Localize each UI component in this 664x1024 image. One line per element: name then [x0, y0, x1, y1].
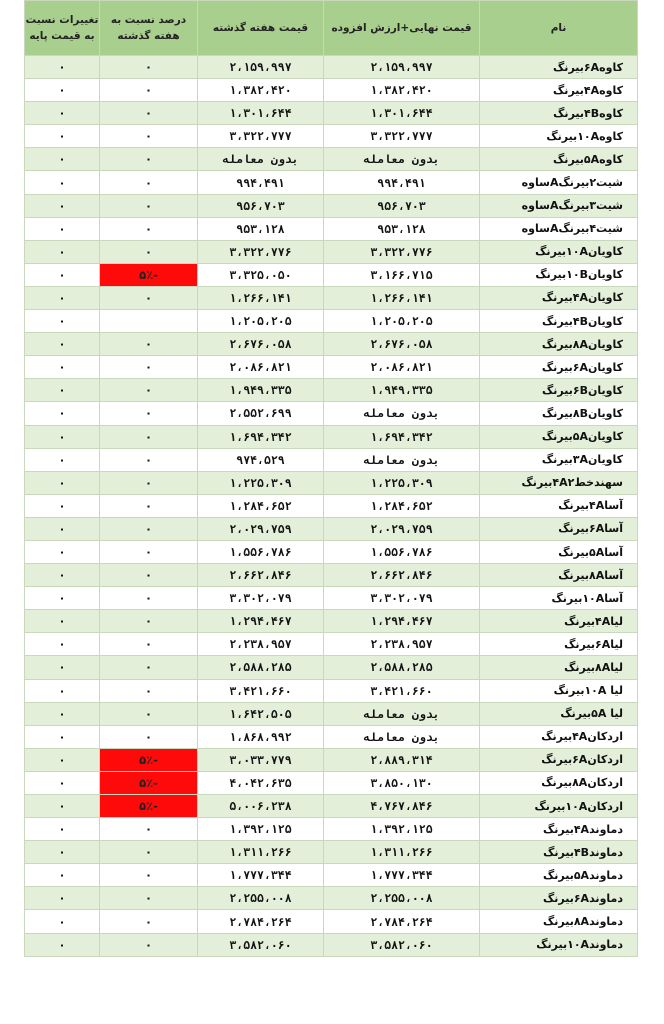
row-last-week-price-cell: ۱،۶۹۴،۳۴۲	[198, 425, 324, 448]
row-pct-change-cell: ۰	[100, 125, 198, 148]
row-base-change-cell: ۰	[25, 656, 100, 679]
row-final-price-cell: ۹۵۶،۷۰۳	[324, 194, 480, 217]
row-base-change-cell: ۰	[25, 540, 100, 563]
row-name-cell: کاوه۵Aبیرنگ	[480, 148, 638, 171]
row-base-change-cell: ۰	[25, 56, 100, 79]
row-base-change-cell: ۰	[25, 79, 100, 102]
row-final-price-cell: ۲،۰۸۶،۸۲۱	[324, 356, 480, 379]
row-pct-change-cell: ۰	[100, 217, 198, 240]
row-base-change-cell: ۰	[25, 356, 100, 379]
row-name-cell: دماوند۱۰Aبیرنگ	[480, 933, 638, 956]
row-base-change-cell: ۰	[25, 587, 100, 610]
row-pct-change-cell: ۰	[100, 56, 198, 79]
row-name-cell: کاویان۶Bبیرنگ	[480, 379, 638, 402]
table-row	[25, 933, 638, 956]
row-pct-change-cell: ۰	[100, 864, 198, 887]
table-row	[25, 864, 638, 887]
row-name-cell: لیا۶Aبیرنگ	[480, 633, 638, 656]
row-last-week-price-cell: ۲،۰۲۹،۷۵۹	[198, 517, 324, 540]
table-row	[25, 56, 638, 79]
row-name-cell: کاویان۸Bبیرنگ	[480, 402, 638, 425]
table-row	[25, 148, 638, 171]
row-final-price-cell: ۱،۳۱۱،۲۶۶	[324, 841, 480, 864]
row-base-change-cell: ۰	[25, 125, 100, 148]
row-pct-change-cell: ۰	[100, 887, 198, 910]
row-last-week-price-cell: ۱،۲۸۴،۶۵۲	[198, 494, 324, 517]
row-pct-change-cell: ۰	[100, 725, 198, 748]
row-final-price-cell: ۳،۴۲۱،۶۶۰	[324, 679, 480, 702]
table-row	[25, 79, 638, 102]
row-base-change-cell: ۰	[25, 841, 100, 864]
row-name-cell: لیا ۱۰Aبیرنگ	[480, 679, 638, 702]
row-final-price-cell: ۲،۰۲۹،۷۵۹	[324, 517, 480, 540]
row-name-cell: کاویان۳Aبیرنگ	[480, 448, 638, 471]
row-pct-change-cell: -۵٪	[100, 263, 198, 286]
row-last-week-price-cell: ۱،۳۰۱،۶۴۴	[198, 102, 324, 125]
row-final-price-cell: ۴،۷۶۷،۸۴۶	[324, 795, 480, 818]
table-row	[25, 379, 638, 402]
row-last-week-price-cell: ۲،۱۵۹،۹۹۷	[198, 56, 324, 79]
header-final-price: قیمت نهایی+ارزش افزوده	[324, 1, 480, 56]
row-name-cell: شیت۴بیرنگAساوه	[480, 217, 638, 240]
row-last-week-price-cell: ۲،۲۳۸،۹۵۷	[198, 633, 324, 656]
row-base-change-cell: ۰	[25, 864, 100, 887]
row-final-price-cell: ۲،۱۵۹،۹۹۷	[324, 56, 480, 79]
table-row	[25, 841, 638, 864]
row-pct-change-cell: ۰	[100, 656, 198, 679]
row-final-price-cell: بدون معامله	[324, 402, 480, 425]
table-row	[25, 494, 638, 517]
row-pct-change-cell: ۰	[100, 818, 198, 841]
row-pct-change-cell: ۰	[100, 194, 198, 217]
row-last-week-price-cell: ۳،۵۸۲،۰۶۰	[198, 933, 324, 956]
row-last-week-price-cell: ۳،۳۰۲،۰۷۹	[198, 587, 324, 610]
row-final-price-cell: ۱،۲۲۵،۳۰۹	[324, 471, 480, 494]
row-pct-change-cell: ۰	[100, 102, 198, 125]
row-name-cell: آسا۴Aبیرنگ	[480, 494, 638, 517]
row-final-price-cell: ۱،۲۸۴،۶۵۲	[324, 494, 480, 517]
row-final-price-cell: ۲،۶۶۲،۸۴۶	[324, 564, 480, 587]
table-row	[25, 171, 638, 194]
row-pct-change-cell: ۰	[100, 148, 198, 171]
row-final-price-cell: ۳،۱۶۶،۷۱۵	[324, 263, 480, 286]
header-base-change: تغییرات نسبت به قیمت پایه	[25, 1, 100, 56]
row-final-price-cell: بدون معامله	[324, 148, 480, 171]
row-final-price-cell: ۲،۵۸۸،۲۸۵	[324, 656, 480, 679]
row-final-price-cell: ۱،۵۵۶،۷۸۶	[324, 540, 480, 563]
row-base-change-cell: ۰	[25, 194, 100, 217]
row-last-week-price-cell: ۱،۹۴۹،۳۳۵	[198, 379, 324, 402]
row-final-price-cell: ۳،۸۵۰،۱۳۰	[324, 771, 480, 794]
row-last-week-price-cell: ۱،۳۹۲،۱۲۵	[198, 818, 324, 841]
row-pct-change-cell: ۰	[100, 633, 198, 656]
row-name-cell: آسا۱۰Aبیرنگ	[480, 587, 638, 610]
row-name-cell: کاوه۴Aبیرنگ	[480, 79, 638, 102]
row-name-cell: اردکان۶Aبیرنگ	[480, 748, 638, 771]
row-base-change-cell: ۰	[25, 425, 100, 448]
table-row	[25, 702, 638, 725]
row-pct-change-cell	[100, 310, 198, 333]
row-pct-change-cell: ۰	[100, 425, 198, 448]
row-final-price-cell: ۲،۷۸۴،۲۶۴	[324, 910, 480, 933]
row-name-cell: کاوه۴Bبیرنگ	[480, 102, 638, 125]
row-base-change-cell: ۰	[25, 795, 100, 818]
row-last-week-price-cell: ۲،۵۵۲،۶۹۹	[198, 402, 324, 425]
table-row	[25, 286, 638, 309]
row-pct-change-cell: ۰	[100, 471, 198, 494]
row-base-change-cell: ۰	[25, 402, 100, 425]
row-base-change-cell: ۰	[25, 102, 100, 125]
row-last-week-price-cell: ۱،۸۶۸،۹۹۲	[198, 725, 324, 748]
row-last-week-price-cell: ۳،۳۲۲،۷۷۶	[198, 240, 324, 263]
table-row	[25, 725, 638, 748]
table-row	[25, 540, 638, 563]
row-final-price-cell: ۱،۷۷۷،۳۴۴	[324, 864, 480, 887]
row-final-price-cell: ۲،۸۸۹،۳۱۴	[324, 748, 480, 771]
row-last-week-price-cell: ۱،۲۹۴،۴۶۷	[198, 610, 324, 633]
table-row	[25, 887, 638, 910]
row-name-cell: کاویان۸Aبیرنگ	[480, 333, 638, 356]
row-final-price-cell: ۳،۵۸۲،۰۶۰	[324, 933, 480, 956]
row-pct-change-cell: ۰	[100, 379, 198, 402]
row-base-change-cell: ۰	[25, 333, 100, 356]
row-name-cell: کاویان۱۰Aبیرنگ	[480, 240, 638, 263]
row-pct-change-cell: -۵٪	[100, 795, 198, 818]
table-row	[25, 448, 638, 471]
row-name-cell: آسا۶Aبیرنگ	[480, 517, 638, 540]
row-final-price-cell: ۲،۲۳۸،۹۵۷	[324, 633, 480, 656]
table-row	[25, 771, 638, 794]
row-last-week-price-cell: ۲،۶۶۲،۸۴۶	[198, 564, 324, 587]
row-pct-change-cell: ۰	[100, 587, 198, 610]
row-final-price-cell: ۱،۲۹۴،۴۶۷	[324, 610, 480, 633]
table-row	[25, 102, 638, 125]
row-pct-change-cell: ۰	[100, 841, 198, 864]
row-base-change-cell: ۰	[25, 771, 100, 794]
row-final-price-cell: ۲،۲۵۵،۰۰۸	[324, 887, 480, 910]
table-row	[25, 656, 638, 679]
row-base-change-cell: ۰	[25, 379, 100, 402]
row-last-week-price-cell: ۲،۷۸۴،۲۶۴	[198, 910, 324, 933]
table-row	[25, 795, 638, 818]
table-row	[25, 333, 638, 356]
row-name-cell: کاویان۵Aبیرنگ	[480, 425, 638, 448]
table-row	[25, 217, 638, 240]
row-base-change-cell: ۰	[25, 633, 100, 656]
row-pct-change-cell: -۵٪	[100, 748, 198, 771]
row-last-week-price-cell: ۳،۰۳۳،۷۷۹	[198, 748, 324, 771]
row-name-cell: آسا۵Aبیرنگ	[480, 540, 638, 563]
row-final-price-cell: ۱،۳۸۲،۴۲۰	[324, 79, 480, 102]
header-last-week-price: قیمت هفته گذشته	[198, 1, 324, 56]
table-row	[25, 240, 638, 263]
row-name-cell: دماوند۵Aبیرنگ	[480, 864, 638, 887]
table-row	[25, 356, 638, 379]
price-table	[24, 0, 638, 957]
row-base-change-cell: ۰	[25, 494, 100, 517]
row-last-week-price-cell: ۳،۴۲۱،۶۶۰	[198, 679, 324, 702]
row-pct-change-cell: ۰	[100, 448, 198, 471]
row-final-price-cell: ۹۹۴،۴۹۱	[324, 171, 480, 194]
row-base-change-cell: ۰	[25, 679, 100, 702]
row-base-change-cell: ۰	[25, 448, 100, 471]
row-final-price-cell: بدون معامله	[324, 702, 480, 725]
row-name-cell: دماوند۴Aبیرنگ	[480, 818, 638, 841]
row-last-week-price-cell: ۲،۵۸۸،۲۸۵	[198, 656, 324, 679]
row-final-price-cell: ۳،۳۰۲،۰۷۹	[324, 587, 480, 610]
row-pct-change-cell: -۵٪	[100, 771, 198, 794]
row-pct-change-cell: ۰	[100, 286, 198, 309]
row-pct-change-cell: ۰	[100, 540, 198, 563]
table-row	[25, 587, 638, 610]
row-final-price-cell: ۱،۳۹۲،۱۲۵	[324, 818, 480, 841]
row-base-change-cell: ۰	[25, 240, 100, 263]
row-pct-change-cell: ۰	[100, 564, 198, 587]
row-base-change-cell: ۰	[25, 263, 100, 286]
row-last-week-price-cell: ۹۷۴،۵۲۹	[198, 448, 324, 471]
row-name-cell: آسا۸Aبیرنگ	[480, 564, 638, 587]
row-name-cell: دماوند۴Bبیرنگ	[480, 841, 638, 864]
row-name-cell: کاویان۴Aبیرنگ	[480, 286, 638, 309]
row-last-week-price-cell: ۱،۶۴۲،۵۰۵	[198, 702, 324, 725]
row-last-week-price-cell: بدون معامله	[198, 148, 324, 171]
row-name-cell: دماوند۶Aبیرنگ	[480, 887, 638, 910]
row-name-cell: اردکان۱۰Aبیرنگ	[480, 795, 638, 818]
table-row	[25, 679, 638, 702]
row-last-week-price-cell: ۳،۳۲۲،۷۷۷	[198, 125, 324, 148]
row-pct-change-cell: ۰	[100, 402, 198, 425]
table-row	[25, 125, 638, 148]
header-row	[25, 1, 638, 56]
row-name-cell: کاویان۱۰Bبیرنگ	[480, 263, 638, 286]
row-final-price-cell: ۱،۶۹۴،۳۴۲	[324, 425, 480, 448]
row-pct-change-cell: ۰	[100, 494, 198, 517]
row-final-price-cell: ۹۵۳،۱۲۸	[324, 217, 480, 240]
row-name-cell: کاوه۶Aبیرنگ	[480, 56, 638, 79]
table-row	[25, 471, 638, 494]
row-pct-change-cell: ۰	[100, 240, 198, 263]
row-last-week-price-cell: ۱،۵۵۶،۷۸۶	[198, 540, 324, 563]
row-name-cell: اردکان۴Aبیرنگ	[480, 725, 638, 748]
row-base-change-cell: ۰	[25, 148, 100, 171]
row-base-change-cell: ۰	[25, 910, 100, 933]
header-pct-change: درصد نسبت به هفته گذشته	[100, 1, 198, 56]
row-name-cell: شیت۲بیرنگAساوه	[480, 171, 638, 194]
row-name-cell: سهندخط۴A۲بیرنگ	[480, 471, 638, 494]
row-base-change-cell: ۰	[25, 748, 100, 771]
row-last-week-price-cell: ۲،۶۷۶،۰۵۸	[198, 333, 324, 356]
row-base-change-cell: ۰	[25, 310, 100, 333]
row-last-week-price-cell: ۹۵۶،۷۰۳	[198, 194, 324, 217]
row-last-week-price-cell: ۵،۰۰۶،۲۳۸	[198, 795, 324, 818]
row-name-cell: کاوه۱۰Aبیرنگ	[480, 125, 638, 148]
table-row	[25, 194, 638, 217]
row-pct-change-cell: ۰	[100, 517, 198, 540]
row-base-change-cell: ۰	[25, 517, 100, 540]
row-base-change-cell: ۰	[25, 564, 100, 587]
row-base-change-cell: ۰	[25, 887, 100, 910]
header-name: نام	[480, 1, 638, 56]
row-base-change-cell: ۰	[25, 933, 100, 956]
table-row	[25, 310, 638, 333]
row-final-price-cell: ۱،۲۰۵،۲۰۵	[324, 310, 480, 333]
table-body	[25, 56, 638, 957]
row-last-week-price-cell: ۹۵۳،۱۲۸	[198, 217, 324, 240]
row-name-cell: اردکان۸Aبیرنگ	[480, 771, 638, 794]
row-last-week-price-cell: ۱،۲۲۵،۳۰۹	[198, 471, 324, 494]
row-final-price-cell: ۱،۳۰۱،۶۴۴	[324, 102, 480, 125]
table-row	[25, 818, 638, 841]
row-pct-change-cell: ۰	[100, 610, 198, 633]
table-row	[25, 910, 638, 933]
row-final-price-cell: ۱،۲۶۶،۱۴۱	[324, 286, 480, 309]
row-name-cell: کاویان۶Aبیرنگ	[480, 356, 638, 379]
row-name-cell: لیا۸Aبیرنگ	[480, 656, 638, 679]
row-last-week-price-cell: ۹۹۴،۴۹۱	[198, 171, 324, 194]
row-final-price-cell: ۳،۳۲۲،۷۷۶	[324, 240, 480, 263]
row-base-change-cell: ۰	[25, 171, 100, 194]
row-last-week-price-cell: ۱،۷۷۷،۳۴۴	[198, 864, 324, 887]
row-last-week-price-cell: ۱،۳۸۲،۴۲۰	[198, 79, 324, 102]
table-row	[25, 610, 638, 633]
row-name-cell: کاویان۴Bبیرنگ	[480, 310, 638, 333]
row-last-week-price-cell: ۲،۲۵۵،۰۰۸	[198, 887, 324, 910]
row-name-cell: دماوند۸Aبیرنگ	[480, 910, 638, 933]
row-pct-change-cell: ۰	[100, 79, 198, 102]
row-last-week-price-cell: ۳،۳۲۵،۰۵۰	[198, 263, 324, 286]
row-final-price-cell: ۱،۹۴۹،۳۳۵	[324, 379, 480, 402]
row-pct-change-cell: ۰	[100, 356, 198, 379]
table-header	[25, 1, 638, 56]
row-last-week-price-cell: ۱،۳۱۱،۲۶۶	[198, 841, 324, 864]
row-base-change-cell: ۰	[25, 286, 100, 309]
table-row	[25, 633, 638, 656]
row-final-price-cell: بدون معامله	[324, 725, 480, 748]
table-row	[25, 402, 638, 425]
row-name-cell: لیا۴Aبیرنگ	[480, 610, 638, 633]
row-pct-change-cell: ۰	[100, 910, 198, 933]
row-base-change-cell: ۰	[25, 217, 100, 240]
row-last-week-price-cell: ۲،۰۸۶،۸۲۱	[198, 356, 324, 379]
row-name-cell: لیا ۵Aبیرنگ	[480, 702, 638, 725]
table-row	[25, 517, 638, 540]
row-base-change-cell: ۰	[25, 702, 100, 725]
table-row	[25, 748, 638, 771]
row-base-change-cell: ۰	[25, 818, 100, 841]
row-last-week-price-cell: ۱،۲۰۵،۲۰۵	[198, 310, 324, 333]
row-name-cell: شیت۳بیرنگAساوه	[480, 194, 638, 217]
row-pct-change-cell: ۰	[100, 171, 198, 194]
row-last-week-price-cell: ۴،۰۴۲،۶۳۵	[198, 771, 324, 794]
row-pct-change-cell: ۰	[100, 333, 198, 356]
row-final-price-cell: ۳،۳۲۲،۷۷۷	[324, 125, 480, 148]
table-row	[25, 425, 638, 448]
row-pct-change-cell: ۰	[100, 933, 198, 956]
row-last-week-price-cell: ۱،۲۶۶،۱۴۱	[198, 286, 324, 309]
row-final-price-cell: ۲،۶۷۶،۰۵۸	[324, 333, 480, 356]
row-pct-change-cell: ۰	[100, 679, 198, 702]
row-final-price-cell: بدون معامله	[324, 448, 480, 471]
table-row	[25, 564, 638, 587]
table-row	[25, 263, 638, 286]
row-base-change-cell: ۰	[25, 725, 100, 748]
row-base-change-cell: ۰	[25, 471, 100, 494]
row-pct-change-cell: ۰	[100, 702, 198, 725]
row-base-change-cell: ۰	[25, 610, 100, 633]
